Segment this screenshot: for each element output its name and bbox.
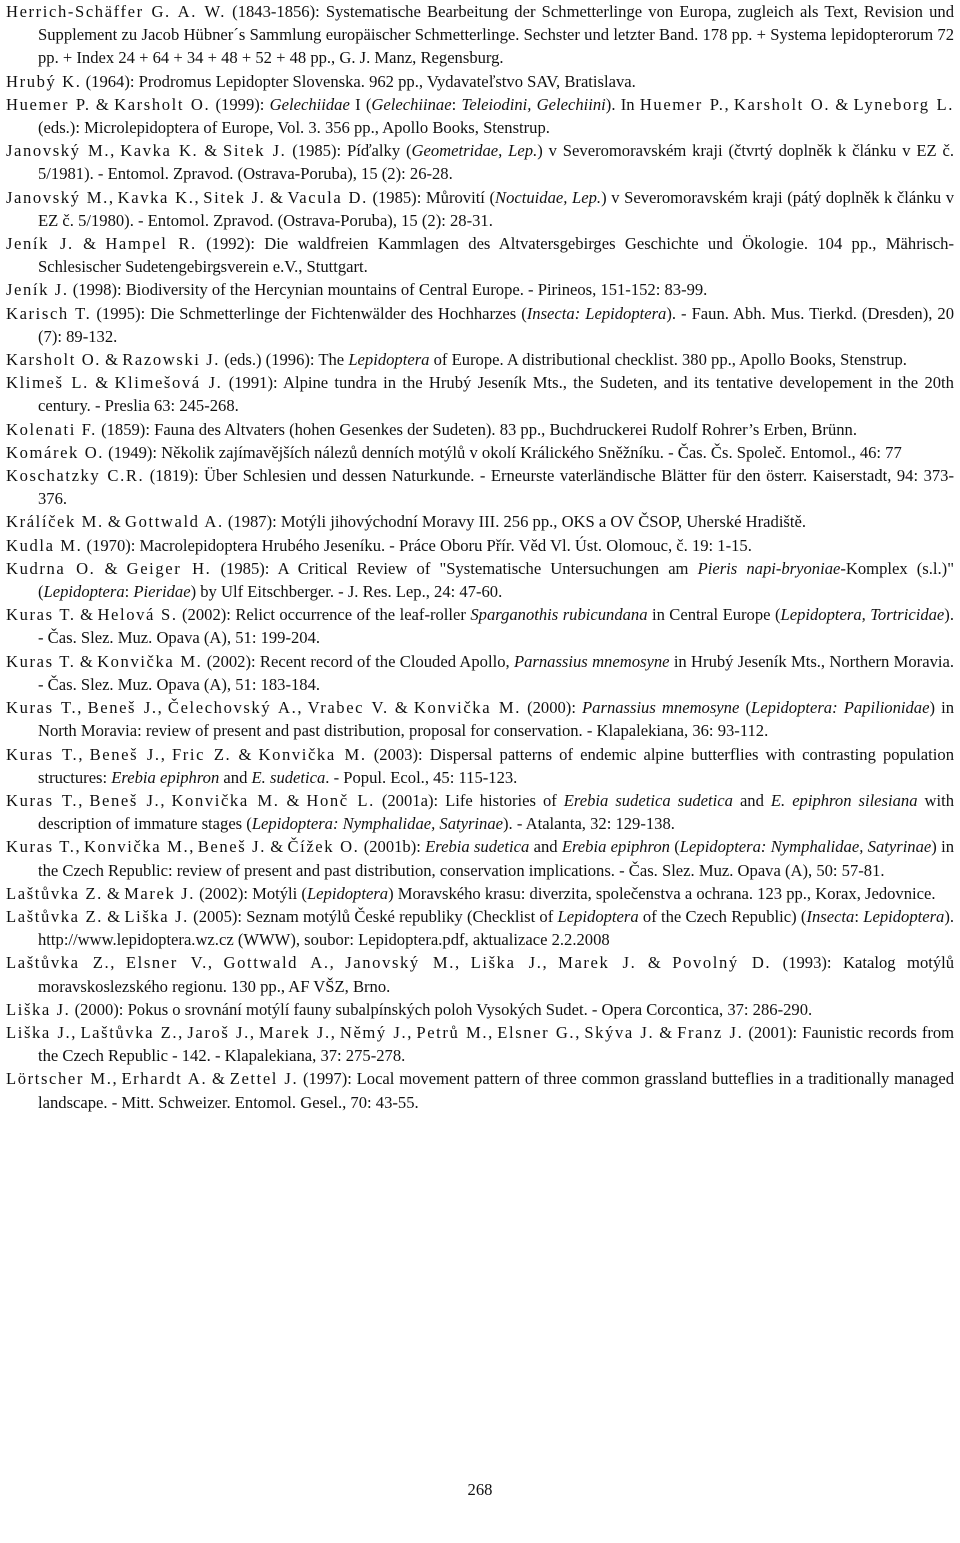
page-number: 268 [467, 1480, 493, 1499]
reference-text: (eds.) (1996): The [220, 350, 349, 370]
author-name: Honč L. [306, 790, 375, 810]
reference-text: , [189, 837, 198, 857]
reference-entry [6, 998, 954, 1021]
reference-text: (1970): Macrolepidoptera Hrubého Jeseníku. - Práce Oboru Přír. Věd Vl. Úst. Olomouc, č. 19: 1-15. [82, 535, 752, 555]
reference-text: , [249, 1022, 259, 1042]
italic-term: Noctuidae, Lep. [495, 187, 602, 207]
reference-text: (1843-1856): Systematische Bearbeitung der Schmetterlinge von Europa, zugleich als Text, Revision und Supplement zu Jacob Hübner´s Sammlung europäischer Schmetterlinge. Sechster und letzter Band. 178 pp. + Systema lepidopterorum 72 pp. + Index 24 + 64 + 34 + 48 + 52 + 48 pp., G. J. Manz, Regensburg. [38, 2, 954, 68]
italic-term: Insecta: Lepidoptera [526, 303, 667, 323]
reference-text: , [78, 790, 90, 810]
italic-term: Lepidoptera [348, 350, 430, 370]
italic-term: Lepidoptera [557, 906, 639, 926]
reference-text: , [542, 953, 559, 973]
author-name: Laštůvka Z. [6, 883, 103, 903]
reference-text: (1964): Prodromus Lepidopter Slovenska. 962 pp., Vydavateľstvo SAV, Bratislava. [81, 71, 636, 91]
reference-entry [6, 951, 954, 997]
author-name: Němý J. [339, 1022, 408, 1042]
author-name: Kavka K. [120, 141, 199, 161]
italic-term: Erebia epiphron [561, 837, 670, 857]
author-name: Karsholt O. [6, 350, 102, 370]
reference-text: & [75, 651, 98, 671]
reference-text: ) v Severomoravském kraji (pátý doplněk k článku v EZ č. 5/1980). - Entomol. Zpravod. (Ostrava-Poruba), 15 (2): 28-31. [38, 187, 955, 230]
reference-text: & [636, 953, 673, 973]
reference-text: & [73, 234, 106, 254]
author-name: Sitek J. [222, 141, 287, 161]
reference-text: in Hrubý Jeseník Mts., Northern Moravia. - Čas. Slez. Muz. Opava (A), 51: 183-184. [38, 651, 954, 694]
reference-text: I ( [349, 94, 372, 114]
author-name: Jaroš J. [187, 1022, 250, 1042]
reference-entry [6, 650, 954, 696]
reference-text: ( [669, 837, 680, 857]
author-name: Klimeš L. [6, 373, 89, 393]
reference-text: (1997): Local movement pattern of three common grassland butteflies in a traditionally managed landscape. - Mitt. Schweizer. Entomol. Gesel., 70: 43-55. [38, 1069, 954, 1112]
reference-text: (2000): [520, 698, 583, 718]
author-name: Konvička M. [171, 790, 280, 810]
italic-term: Teleiodini, Gelechiini [461, 94, 606, 114]
author-name: Kuras T. [6, 651, 76, 671]
reference-entry [6, 464, 954, 510]
reference-text: & [102, 906, 125, 926]
author-name: Zettel J. [229, 1069, 299, 1089]
reference-text: (2000): Pokus o srovnání motýlí fauny subalpínských poloh Vysokých Sudet. - Opera Corcontica, 37: 286-290. [70, 999, 813, 1019]
reference-text: (2001b): [359, 837, 426, 857]
author-name: Kudrna O. [6, 558, 96, 578]
reference-text: , [455, 953, 471, 973]
reference-text: & [103, 512, 125, 532]
reference-text: in Central Europe ( [647, 605, 781, 625]
italic-term: Pieris napi-bryoniae [697, 558, 841, 578]
reference-text: ). - Faun. Abh. Mus. Tierkd. (Dresden), 20 (7): 89-132. [38, 303, 954, 346]
author-name: Konvička M. [413, 698, 521, 718]
reference-text: ) v Severomoravském kraji (čtvrtý doplněk k článku v EZ č. 5/1981). - Entomol. Zpravod. (Ostrava-Poruba), 15 (2): 26-28. [38, 141, 955, 184]
author-name: Kolenati F. [6, 419, 97, 439]
italic-term: Lepidoptera: Nymphalidae, Satyrinae [679, 837, 932, 857]
reference-text: (1985): A Critical Review of "Systematische Untersuchungen am [211, 558, 698, 578]
author-name: Gottwald A. [125, 512, 224, 532]
reference-text: & [265, 837, 288, 857]
reference-text: (1993): Katalog motýlů moravskoslezského regionu. 130 pp., AF VŠZ, Brno. [38, 953, 955, 996]
italic-term: Gelechiinae [371, 94, 452, 114]
reference-entry [6, 510, 954, 533]
reference-text: & [830, 94, 854, 114]
author-name: Konvička M. [258, 744, 367, 764]
reference-text: & [101, 350, 123, 370]
author-name: Koschatzky C.R. [6, 466, 145, 486]
reference-entry [6, 1021, 954, 1067]
author-name: Kuras T. [6, 790, 79, 810]
reference-text: , [110, 141, 121, 161]
author-name: Beneš J. [87, 698, 158, 718]
author-name: Kuras T. [6, 605, 76, 625]
reference-text: & [90, 94, 115, 114]
reference-entry [6, 418, 954, 441]
reference-entry [6, 441, 954, 464]
author-name: Vacula D. [287, 187, 368, 207]
italic-term: E. sudetica [251, 767, 326, 787]
reference-text: and [732, 790, 771, 810]
reference-entry [6, 905, 954, 951]
italic-term: Erebia sudetica [425, 837, 530, 857]
author-name: Beneš J. [197, 837, 266, 857]
author-name: Erhardt A. [121, 1069, 208, 1089]
reference-text: & [75, 605, 98, 625]
reference-text: (1859): Fauna des Altvaters (hohen Gesenkes der Sudeten). 83 pp., Buchdruckerei Rudolf Rohrer’s Erben, Brünn. [96, 419, 858, 439]
reference-text: (1999): [210, 94, 270, 114]
italic-term: Erebia sudetica sudetica [563, 790, 733, 810]
reference-entry [6, 1067, 954, 1113]
reference-text: (1992): Die waldfreien Kammlagen des Altvatersgebirges Geschichte und Ökologie. 104 pp., Mährisch-Schlesischer Sudetengebirgsverein e.V., Stuttgart. [38, 234, 954, 277]
author-name: Čelechovský A. [167, 698, 298, 718]
author-name: Kuras T. [6, 744, 79, 764]
author-name: Kuras T. [6, 837, 76, 857]
reference-text: (1985): Můrovití ( [367, 187, 496, 207]
author-name: Povolný D. [672, 953, 772, 973]
reference-text: , [194, 187, 204, 207]
author-name: Beneš J. [89, 744, 161, 764]
author-name: Liška J. [6, 1022, 72, 1042]
reference-entry [6, 696, 954, 742]
author-name: Králíček M. [6, 512, 104, 532]
reference-text: : [451, 94, 462, 114]
reference-entry [6, 186, 954, 232]
reference-text: (2003): Dispersal patterns of endemic alpine butterflies with contrasting population structures: [38, 744, 954, 787]
author-name: Sitek J. [203, 187, 266, 207]
author-name: Karsholt O. [733, 94, 831, 114]
reference-text: (2002): Relict occurrence of the leaf-roller [177, 605, 471, 625]
reference-text: ). - Čas. Slez. Muz. Opava (A), 51: 199-204. [38, 605, 954, 648]
reference-text: of Europe. A distributional checklist. 380 pp., Apollo Books, Stenstrup. [429, 350, 907, 370]
reference-text: & [279, 790, 307, 810]
reference-text: , [71, 1022, 81, 1042]
reference-text: ) in the Czech Republic: review of present and past distribution, conservation implications. - Čas. Slez. Muz. Opava (A), 50: 57-81. [38, 837, 954, 880]
reference-entry [6, 278, 954, 301]
author-name: Laštůvka Z. [6, 906, 103, 926]
reference-text: ) in North Moravia: review of present and past distribution, proposal for conservation. - Klapalekiana, 36: 93-112. [38, 698, 955, 741]
author-name: Kavka K. [117, 187, 195, 207]
reference-entry [6, 534, 954, 557]
author-name: Jeník J. [6, 280, 69, 300]
author-name: Geiger H. [126, 558, 212, 578]
reference-text: & [231, 744, 259, 764]
author-name: Kudla M. [6, 535, 83, 555]
italic-term: Lepidoptera: Papilionidae [750, 698, 930, 718]
reference-text: and [529, 837, 562, 857]
italic-term: Sparganothis rubicundana [470, 605, 648, 625]
author-name: Lyneborg L. [853, 94, 954, 114]
author-name: Hampel R. [105, 234, 197, 254]
reference-text: & [207, 1069, 230, 1089]
reference-text: , [160, 744, 172, 764]
reference-text: , [75, 837, 84, 857]
reference-text: (2001a): Life histories of [374, 790, 564, 810]
author-name: Kuras T. [6, 698, 78, 718]
reference-text: & [198, 141, 223, 161]
reference-entry [6, 0, 954, 70]
reference-entry [6, 557, 954, 603]
reference-text: & [388, 698, 414, 718]
author-name: Lörtscher M. [6, 1069, 113, 1089]
reference-text: ) Moravského krasu: diverzita, společenstva a ochrana. 123 pp., Korax, Jedovnice. [388, 883, 936, 903]
reference-text: (1995): Die Schmetterlinge der Fichtenwälder des Hochharzes ( [91, 303, 527, 323]
italic-term: Erebia epiphron [111, 767, 220, 787]
reference-entry [6, 70, 954, 93]
author-name: Liška J. [470, 953, 543, 973]
author-name: Elsner V. [125, 953, 208, 973]
reference-text: , [724, 94, 734, 114]
reference-text: ) by Ulf Eitschberger. - J. Res. Lep., 24: 47-60. [190, 582, 503, 602]
author-name: Karsholt O. [114, 94, 211, 114]
reference-text: & [654, 1022, 678, 1042]
reference-text: , [575, 1022, 585, 1042]
reference-entry [6, 302, 954, 348]
reference-text: (1819): Über Schlesien und dessen Naturkunde. - Erneurste vaterländische Blätter für den österr. Kaiserstadt, 94: 373-376. [38, 466, 954, 509]
author-name: Laštůvka Z. [6, 953, 111, 973]
italic-term: Lepidoptera [43, 582, 125, 602]
author-name: Herrich-Schäffer G. A. W. [6, 2, 226, 21]
author-name: Skýva J. [584, 1022, 655, 1042]
reference-text: , [112, 1069, 122, 1089]
reference-text: & [88, 373, 115, 393]
reference-text: ). In [605, 94, 640, 114]
reference-text: , [178, 1022, 188, 1042]
reference-text: and [219, 767, 252, 787]
author-name: Laštůvka Z. [80, 1022, 179, 1042]
author-name: Franz J. [677, 1022, 744, 1042]
reference-entry [6, 789, 954, 835]
reference-entry [6, 139, 954, 185]
reference-text: (2001): Faunistic records from the Czech Republic - 142. - Klapalekiana, 37: 275-278. [38, 1022, 955, 1066]
italic-term: Gelechiidae [269, 94, 350, 114]
author-name: Fric Z. [171, 744, 232, 764]
reference-text: , [157, 698, 168, 718]
reference-text: , [407, 1022, 417, 1042]
reference-entry [6, 882, 954, 905]
reference-text: : [854, 906, 864, 926]
reference-text: (1998): Biodiversity of the Hercynian mountains of Central Europe. - Pirineos, 151-152: 83-99. [68, 280, 708, 300]
author-name: Čížek O. [287, 837, 360, 857]
reference-entry [6, 93, 954, 139]
author-name: Liška J. [124, 906, 189, 926]
italic-term: Pieridae [133, 582, 191, 602]
reference-text: ( [739, 698, 751, 718]
reference-entry [6, 743, 954, 789]
reference-text: with description of immature stages ( [38, 790, 955, 834]
author-name: Marek J. [258, 1022, 331, 1042]
italic-term: Geometridae, Lep. [411, 141, 538, 161]
author-name: Konvička M. [83, 837, 190, 857]
reference-text: , [77, 698, 88, 718]
reference-entry [6, 348, 954, 371]
author-name: Janovský M. [6, 187, 109, 207]
reference-text: , [207, 953, 224, 973]
author-name: Razowski J. [122, 350, 221, 370]
reference-entry [6, 603, 954, 649]
italic-term: Parnassius mnemosyne [582, 698, 740, 718]
author-name: Karisch T. [6, 303, 92, 323]
reference-text: ). - Atalanta, 32: 129-138. [503, 814, 675, 834]
author-name: Jeník J. [6, 234, 74, 254]
author-name: Komárek O. [6, 442, 105, 462]
reference-entry [6, 835, 954, 881]
reference-text: (2005): Seznam motýlů České republiky (Checklist of [188, 906, 558, 926]
reference-entry [6, 371, 954, 417]
author-name: Beneš J. [89, 790, 161, 810]
reference-text: (1949): Několik zajímavějších nálezů denních motýlů v okolí Králického Sněžníku. - Čas. Čs. Společ. Entomol., 46: 77 [104, 442, 902, 462]
reference-list [6, 0, 954, 1114]
reference-text: & [265, 187, 288, 207]
italic-term: Insecta [806, 906, 855, 926]
reference-text: & [95, 558, 127, 578]
author-name: Marek J. [124, 883, 195, 903]
author-name: Hrubý K. [6, 71, 82, 91]
author-name: Petrů M. [416, 1022, 489, 1042]
reference-text: : [124, 582, 134, 602]
reference-text: , [488, 1022, 498, 1042]
reference-text: (2002): Motýli ( [194, 883, 307, 903]
reference-entry [6, 232, 954, 278]
reference-text: & [102, 883, 125, 903]
author-name: Liška J. [6, 999, 71, 1019]
author-name: Helová S. [97, 605, 178, 625]
reference-text: (1985): Píďalky ( [286, 141, 412, 161]
author-name: Marek J. [558, 953, 637, 973]
reference-text: -Komplex (s.l.)" ( [38, 558, 954, 602]
author-name: Janovský M. [6, 141, 111, 161]
italic-term: Lepidoptera [306, 883, 389, 903]
reference-text: , [297, 698, 308, 718]
author-name: Huemer P. [639, 94, 725, 114]
reference-text: , [78, 744, 90, 764]
reference-text: (1991): Alpine tundra in the Hrubý Jeseník Mts., the Sudeten, and its tentative developement in the 20th century. - Preslia 63: 245-268. [38, 373, 954, 416]
reference-text: of the Czech Republic) ( [638, 906, 807, 926]
italic-term: Lepidoptera: Nymphalidae, Satyrinae [251, 814, 504, 834]
author-name: Gottwald A. [223, 953, 330, 973]
reference-text: , [110, 953, 126, 973]
author-name: Konvička M. [97, 651, 203, 671]
reference-text: , [329, 953, 346, 973]
author-name: Vrabec V. [307, 698, 389, 718]
reference-text: (eds.): Microlepidoptera of Europe, Vol. 3. 356 pp., Apollo Books, Stenstrup. [38, 118, 550, 138]
italic-term: E. epiphron silesiana [770, 790, 918, 810]
italic-term: Parnassius mnemosyne [513, 651, 670, 671]
italic-term: Lepidoptera [863, 906, 945, 926]
italic-term: Lepidoptera, Tortricidae [780, 605, 945, 625]
reference-text: , [330, 1022, 340, 1042]
reference-text: , [108, 187, 118, 207]
author-name: Huemer P. [6, 94, 91, 114]
author-name: Klimešová J. [114, 373, 223, 393]
author-name: Janovský M. [345, 953, 456, 973]
reference-text: ). http://www.lepidoptera.wz.cz (WWW), soubor: Lepidoptera.pdf, aktualizace 2.2.2008 [38, 906, 955, 950]
author-name: Elsner G. [497, 1022, 576, 1042]
reference-text: . - Popul. Ecol., 45: 115-123. [325, 767, 518, 787]
reference-text: (1987): Motýli jihovýchodní Moravy III. 256 pp., OKS a OV ČSOP, Uherské Hradiště. [223, 512, 807, 532]
reference-text: (2002): Recent record of the Clouded Apollo, [202, 651, 514, 671]
reference-text: , [160, 790, 172, 810]
